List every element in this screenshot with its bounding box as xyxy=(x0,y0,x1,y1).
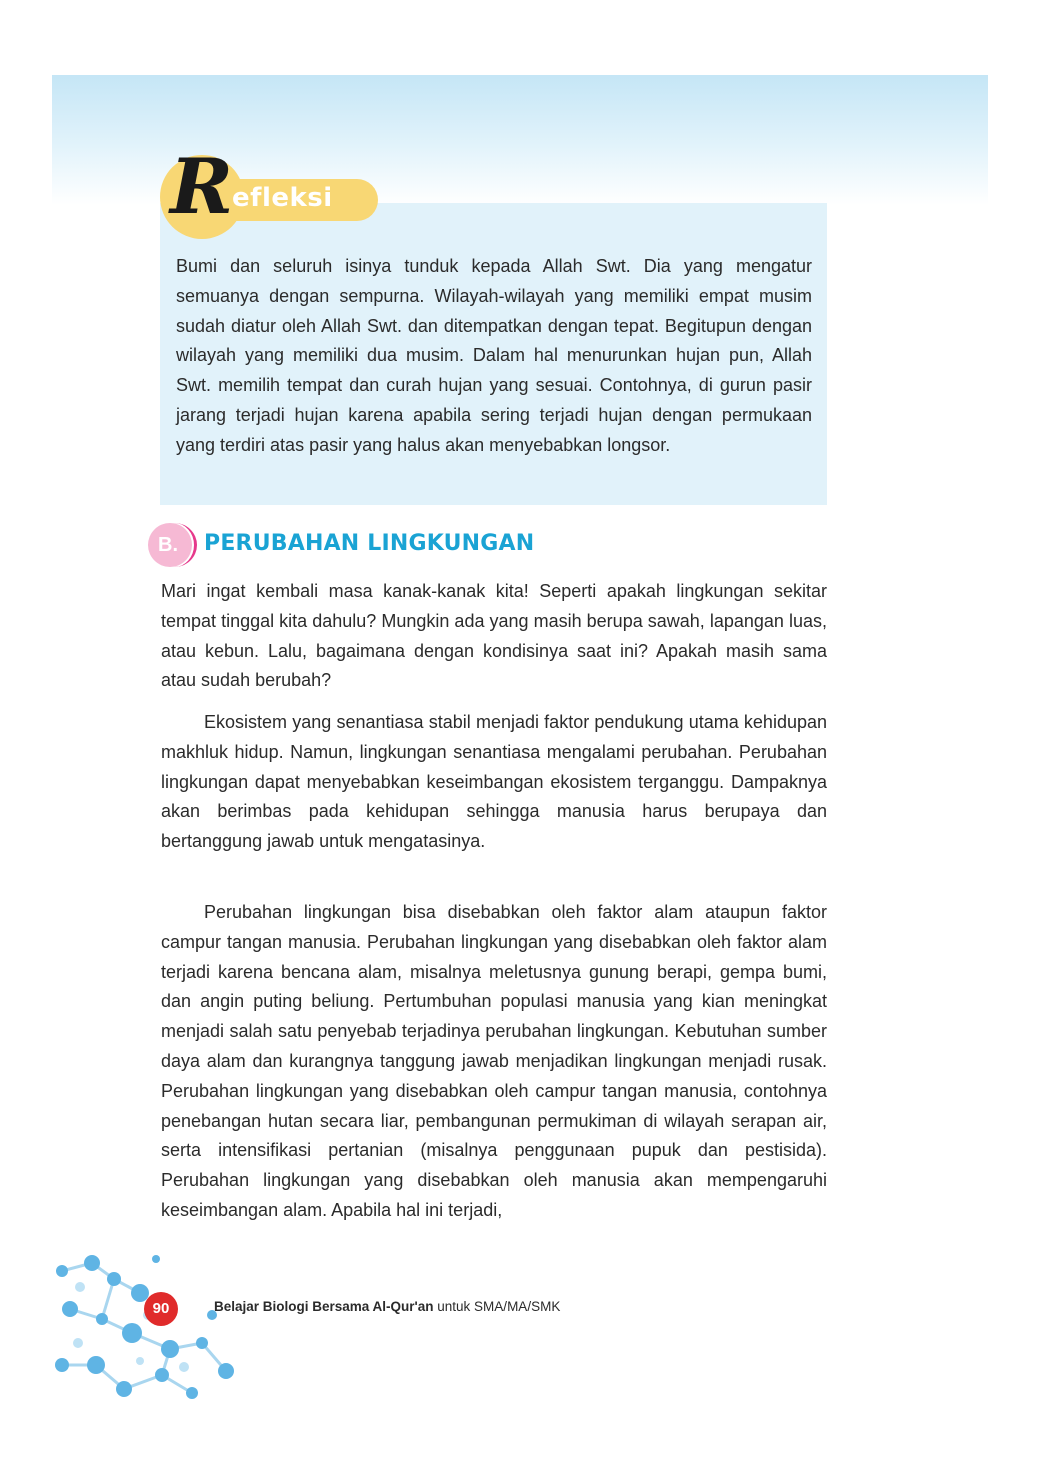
footer-book-suffix: untuk SMA/MA/SMK xyxy=(433,1299,561,1314)
paragraph-2: Ekosistem yang senantiasa stabil menjadi faktor pendukung utama kehidupan makhluk hidup. Namun, lingkungan senantiasa mengalami perubahan. Perubahan lingkungan dapat menyebabkan keseimbangan ekosistem terganggu. Dampaknya akan berimbas pada kehidupan sehingga manusia harus berupaya dan bertanggung jawab untuk mengatasinya. xyxy=(161,712,827,852)
footer-book-name: Belajar Biologi Bersama Al-Qur'an xyxy=(214,1299,434,1314)
refleksi-badge xyxy=(158,142,388,243)
section-badge xyxy=(148,523,192,567)
footer-book-title xyxy=(214,1299,560,1314)
refleksi-word: efleksi xyxy=(232,183,333,213)
paragraph-3: Perubahan lingkungan bisa disebabkan oleh faktor alam ataupun faktor campur tangan manusia. Perubahan lingkungan yang disebabkan oleh faktor alam terjadi karena bencana alam, misalnya meletusnya gunung berapi, gempa bumi, dan angin puting beliung. Pertumbuhan populasi manusia yang kian meningkat menjadi salah satu penyebab terjadinya perubahan lingkungan. Kebutuhan sumber daya alam dan kurangnya tanggung jawab menjadikan lingkungan menjadi rusak. Perubahan lingkungan yang disebabkan oleh campur tangan manusia, contohnya penebangan hutan secara liar, pembangunan permukiman di wilayah serapan air, serta intensifikasi pertanian (misalnya penggunaan pupuk dan pestisida). Perubahan lingkungan yang disebabkan oleh manusia akan mempengaruhi keseimbangan alam. Apabila hal ini terjadi, xyxy=(161,902,827,1220)
paragraph-1: Mari ingat kembali masa kanak-kanak kita! Seperti apakah lingkungan sekitar tempat tinggal kita dahulu? Mungkin ada yang masih berupa sawah, lapangan luas, atau kebun. Lalu, bagaimana dengan kondisinya saat ini? Apakah masih sama atau sudah berubah? xyxy=(161,581,827,691)
molecule-decoration xyxy=(52,1253,242,1403)
page xyxy=(52,75,988,1405)
refleksi-text: Bumi dan seluruh isinya tunduk kepada Allah Swt. Dia yang mengatur semuanya dengan sempurna. Wilayah-wilayah yang memiliki empat musim sudah diatur oleh Allah Swt. dan ditempatkan dengan tepat. Begitupun dengan wilayah yang memiliki dua musim. Dalam hal menurunkan hujan pun, Allah Swt. memilih tempat dan curah hujan yang sesuai. Contohnya, di gurun pasir jarang terjadi hujan karena apabila sering terjadi hujan dengan permukaan yang terdiri atas pasir yang halus akan menyebabkan longsor. xyxy=(176,256,812,455)
section-letter: B. xyxy=(158,534,178,556)
refleksi-letter: R xyxy=(170,142,234,231)
page-number-badge: 90 xyxy=(144,1292,178,1326)
section-title: PERUBAHAN LINGKUNGAN xyxy=(204,531,535,556)
